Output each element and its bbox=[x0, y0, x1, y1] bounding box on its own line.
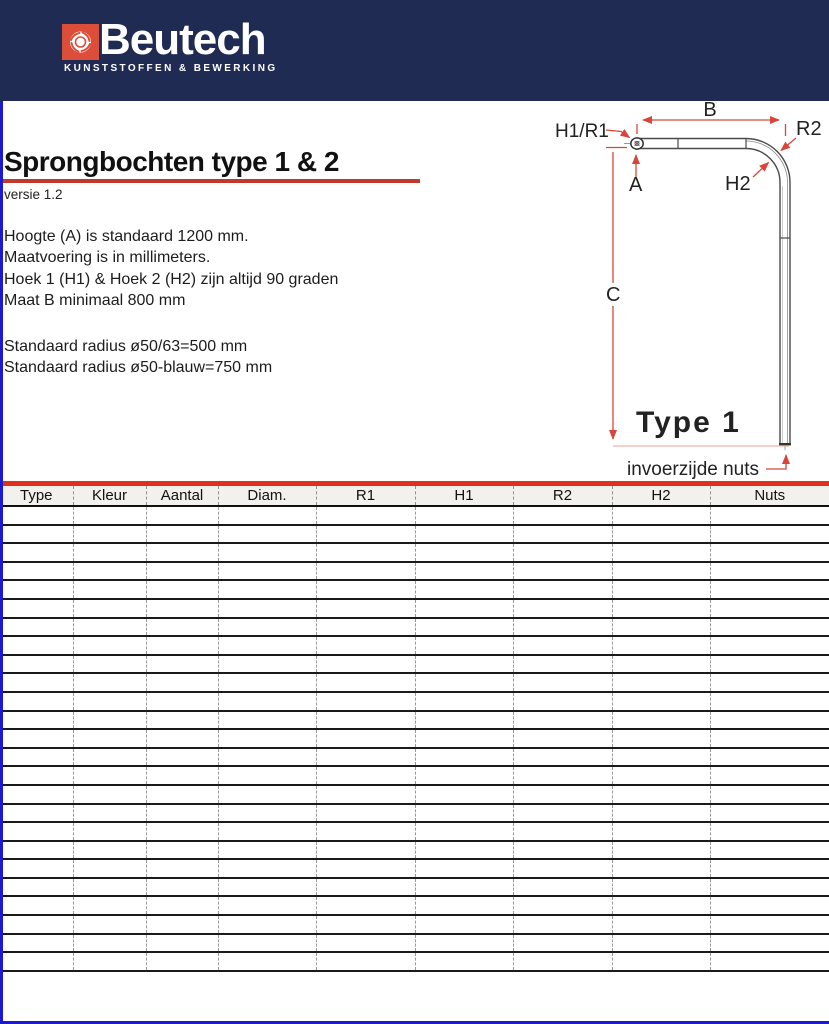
empty-cell bbox=[415, 878, 513, 897]
empty-cell bbox=[0, 562, 73, 581]
empty-cell bbox=[218, 748, 316, 767]
empty-cell bbox=[415, 804, 513, 823]
table-row bbox=[0, 711, 829, 730]
empty-cell bbox=[415, 785, 513, 804]
empty-cell bbox=[513, 915, 612, 934]
empty-cell bbox=[710, 785, 829, 804]
empty-cell bbox=[316, 896, 415, 915]
empty-cell bbox=[73, 525, 146, 544]
empty-cell bbox=[513, 618, 612, 637]
empty-cell bbox=[146, 636, 218, 655]
note-line: Maat B minimaal 800 mm bbox=[4, 291, 186, 309]
brand-name: Beutech bbox=[99, 15, 266, 64]
empty-cell bbox=[316, 636, 415, 655]
col-header-diam: Diam. bbox=[218, 486, 316, 506]
empty-cell bbox=[316, 711, 415, 730]
empty-cell bbox=[710, 599, 829, 618]
label-r2: R2 bbox=[796, 118, 822, 140]
empty-cell bbox=[415, 655, 513, 674]
empty-cell bbox=[710, 562, 829, 581]
empty-cell bbox=[415, 636, 513, 655]
label-type-1: Type 1 bbox=[636, 406, 741, 439]
empty-cell bbox=[218, 525, 316, 544]
empty-cell bbox=[316, 878, 415, 897]
empty-cell bbox=[513, 711, 612, 730]
empty-cell bbox=[73, 748, 146, 767]
empty-cell bbox=[0, 618, 73, 637]
empty-cell bbox=[73, 636, 146, 655]
empty-cell bbox=[316, 599, 415, 618]
empty-cell bbox=[513, 859, 612, 878]
empty-cell bbox=[415, 915, 513, 934]
empty-cell bbox=[73, 599, 146, 618]
empty-cell bbox=[0, 748, 73, 767]
empty-cell bbox=[146, 766, 218, 785]
empty-cell bbox=[612, 525, 710, 544]
empty-cell bbox=[316, 859, 415, 878]
empty-cell bbox=[513, 822, 612, 841]
note-line: Hoek 1 (H1) & Hoek 2 (H2) zijn altijd 90 graden bbox=[4, 270, 339, 288]
leader-h2 bbox=[753, 163, 769, 178]
empty-cell bbox=[146, 673, 218, 692]
empty-cell bbox=[710, 952, 829, 971]
empty-cell bbox=[316, 748, 415, 767]
empty-cell bbox=[316, 580, 415, 599]
empty-cell bbox=[415, 822, 513, 841]
empty-cell bbox=[612, 859, 710, 878]
label-h2: H2 bbox=[725, 173, 751, 195]
empty-cell bbox=[316, 506, 415, 525]
empty-cell bbox=[0, 859, 73, 878]
empty-cell bbox=[710, 673, 829, 692]
empty-cell bbox=[218, 766, 316, 785]
empty-cell bbox=[513, 766, 612, 785]
table-row bbox=[0, 599, 829, 618]
empty-cell bbox=[0, 543, 73, 562]
empty-cell bbox=[73, 692, 146, 711]
empty-cell bbox=[316, 804, 415, 823]
empty-cell bbox=[146, 618, 218, 637]
empty-cell bbox=[612, 841, 710, 860]
empty-cell bbox=[513, 599, 612, 618]
empty-cell bbox=[513, 562, 612, 581]
empty-cell bbox=[146, 896, 218, 915]
empty-cell bbox=[513, 655, 612, 674]
label-b: B bbox=[703, 99, 717, 121]
empty-cell bbox=[316, 785, 415, 804]
empty-cell bbox=[513, 841, 612, 860]
empty-cell bbox=[218, 822, 316, 841]
empty-cell bbox=[0, 506, 73, 525]
empty-cell bbox=[73, 673, 146, 692]
table-row bbox=[0, 692, 829, 711]
empty-cell bbox=[612, 915, 710, 934]
empty-cell bbox=[513, 785, 612, 804]
empty-cell bbox=[146, 599, 218, 618]
col-header-kleur: Kleur bbox=[73, 486, 146, 506]
table-row bbox=[0, 822, 829, 841]
brand-tagline: KUNSTSTOFFEN & BEWERKING bbox=[64, 63, 278, 74]
empty-cell bbox=[218, 655, 316, 674]
empty-cell bbox=[612, 692, 710, 711]
empty-cell bbox=[513, 673, 612, 692]
empty-cell bbox=[146, 655, 218, 674]
empty-cell bbox=[218, 804, 316, 823]
empty-cell bbox=[612, 729, 710, 748]
empty-cell bbox=[73, 562, 146, 581]
empty-cell bbox=[316, 934, 415, 953]
empty-cell bbox=[0, 580, 73, 599]
label-a: A bbox=[629, 174, 643, 196]
empty-cell bbox=[146, 729, 218, 748]
empty-cell bbox=[316, 618, 415, 637]
empty-cell bbox=[710, 748, 829, 767]
empty-cell bbox=[316, 655, 415, 674]
empty-cell bbox=[73, 841, 146, 860]
col-header-r2: R2 bbox=[513, 486, 612, 506]
empty-cell bbox=[415, 748, 513, 767]
table-row bbox=[0, 618, 829, 637]
empty-cell bbox=[612, 822, 710, 841]
empty-cell bbox=[513, 580, 612, 599]
empty-cell bbox=[218, 692, 316, 711]
empty-cell bbox=[415, 896, 513, 915]
empty-cell bbox=[73, 952, 146, 971]
empty-cell bbox=[146, 711, 218, 730]
empty-cell bbox=[146, 841, 218, 860]
radius-note-line: Standaard radius ø50/63=500 mm bbox=[4, 338, 248, 355]
empty-cell bbox=[612, 506, 710, 525]
empty-cell bbox=[73, 655, 146, 674]
empty-cell bbox=[710, 896, 829, 915]
empty-cell bbox=[612, 878, 710, 897]
pipe-body bbox=[637, 139, 790, 445]
leader-h1r1 bbox=[606, 130, 630, 138]
empty-cell bbox=[146, 915, 218, 934]
note-line: Maatvoering is in millimeters. bbox=[4, 249, 211, 267]
empty-cell bbox=[612, 748, 710, 767]
table-header-row bbox=[0, 486, 829, 506]
table-row bbox=[0, 543, 829, 562]
empty-cell bbox=[218, 785, 316, 804]
version-label: versie 1.2 bbox=[4, 187, 63, 202]
empty-cell bbox=[710, 841, 829, 860]
empty-cell bbox=[73, 915, 146, 934]
leader-inlet bbox=[766, 455, 786, 469]
empty-cell bbox=[710, 711, 829, 730]
empty-cell bbox=[710, 729, 829, 748]
empty-cell bbox=[146, 525, 218, 544]
empty-cell bbox=[0, 896, 73, 915]
empty-cell bbox=[415, 506, 513, 525]
empty-cell bbox=[218, 878, 316, 897]
empty-cell bbox=[73, 766, 146, 785]
empty-cell bbox=[415, 543, 513, 562]
table-row bbox=[0, 655, 829, 674]
empty-cell bbox=[218, 618, 316, 637]
empty-cell bbox=[218, 934, 316, 953]
col-header-aantal: Aantal bbox=[146, 486, 218, 506]
table-row bbox=[0, 915, 829, 934]
empty-cell bbox=[316, 841, 415, 860]
empty-cell bbox=[0, 711, 73, 730]
empty-cell bbox=[415, 562, 513, 581]
pipe-bend-diagram bbox=[0, 0, 829, 482]
empty-cell bbox=[710, 804, 829, 823]
empty-cell bbox=[612, 618, 710, 637]
empty-cell bbox=[218, 859, 316, 878]
leader-r2 bbox=[781, 138, 796, 151]
empty-cell bbox=[0, 915, 73, 934]
empty-cell bbox=[73, 878, 146, 897]
empty-cell bbox=[513, 804, 612, 823]
empty-cell bbox=[146, 952, 218, 971]
empty-cell bbox=[73, 785, 146, 804]
label-c: C bbox=[606, 284, 621, 306]
empty-cell bbox=[710, 636, 829, 655]
empty-cell bbox=[513, 896, 612, 915]
empty-cell bbox=[415, 841, 513, 860]
empty-cell bbox=[0, 599, 73, 618]
empty-cell bbox=[218, 896, 316, 915]
empty-cell bbox=[73, 822, 146, 841]
empty-cell bbox=[316, 915, 415, 934]
empty-cell bbox=[612, 655, 710, 674]
table-row bbox=[0, 748, 829, 767]
empty-cell bbox=[73, 896, 146, 915]
table-row bbox=[0, 506, 829, 525]
table-row bbox=[0, 841, 829, 860]
empty-cell bbox=[146, 859, 218, 878]
empty-cell bbox=[218, 711, 316, 730]
empty-cell bbox=[415, 859, 513, 878]
empty-cell bbox=[710, 859, 829, 878]
empty-cell bbox=[415, 673, 513, 692]
empty-cell bbox=[0, 804, 73, 823]
empty-cell bbox=[146, 692, 218, 711]
empty-cell bbox=[73, 934, 146, 953]
empty-cell bbox=[415, 580, 513, 599]
empty-cell bbox=[146, 506, 218, 525]
col-header-h2: H2 bbox=[612, 486, 710, 506]
empty-cell bbox=[0, 673, 73, 692]
empty-cell bbox=[612, 562, 710, 581]
order-table bbox=[0, 486, 829, 972]
empty-cell bbox=[415, 692, 513, 711]
table-row bbox=[0, 952, 829, 971]
note-line: Hoogte (A) is standaard 1200 mm. bbox=[4, 228, 249, 245]
empty-cell bbox=[415, 729, 513, 748]
empty-cell bbox=[73, 618, 146, 637]
table-row bbox=[0, 580, 829, 599]
empty-cell bbox=[218, 580, 316, 599]
table-row bbox=[0, 878, 829, 897]
empty-cell bbox=[710, 580, 829, 599]
empty-cell bbox=[415, 934, 513, 953]
empty-cell bbox=[513, 692, 612, 711]
empty-cell bbox=[0, 766, 73, 785]
empty-cell bbox=[0, 636, 73, 655]
order-table-body bbox=[0, 506, 829, 971]
empty-cell bbox=[0, 841, 73, 860]
empty-cell bbox=[0, 878, 73, 897]
empty-cell bbox=[415, 618, 513, 637]
empty-cell bbox=[316, 766, 415, 785]
empty-cell bbox=[146, 748, 218, 767]
empty-cell bbox=[710, 543, 829, 562]
empty-cell bbox=[612, 952, 710, 971]
empty-cell bbox=[218, 506, 316, 525]
empty-cell bbox=[316, 729, 415, 748]
empty-cell bbox=[513, 506, 612, 525]
empty-cell bbox=[710, 934, 829, 953]
table-row bbox=[0, 766, 829, 785]
empty-cell bbox=[612, 580, 710, 599]
empty-cell bbox=[316, 543, 415, 562]
col-header-h1: H1 bbox=[415, 486, 513, 506]
empty-cell bbox=[0, 655, 73, 674]
table-row bbox=[0, 636, 829, 655]
empty-cell bbox=[710, 506, 829, 525]
empty-cell bbox=[73, 804, 146, 823]
empty-cell bbox=[146, 543, 218, 562]
radius-note-line: Standaard radius ø50-blauw=750 mm bbox=[4, 359, 273, 377]
empty-cell bbox=[710, 878, 829, 897]
empty-cell bbox=[218, 636, 316, 655]
col-header-type: Type bbox=[0, 486, 73, 506]
table-row bbox=[0, 859, 829, 878]
table-row bbox=[0, 785, 829, 804]
empty-cell bbox=[513, 748, 612, 767]
empty-cell bbox=[415, 711, 513, 730]
col-header-r1: R1 bbox=[316, 486, 415, 506]
empty-cell bbox=[710, 915, 829, 934]
label-h1-r1: H1/R1 bbox=[555, 121, 609, 142]
empty-cell bbox=[513, 525, 612, 544]
empty-cell bbox=[218, 841, 316, 860]
label-invoerzijde-nuts: invoerzijde nuts bbox=[627, 459, 760, 480]
empty-cell bbox=[316, 525, 415, 544]
empty-cell bbox=[316, 673, 415, 692]
empty-cell bbox=[415, 766, 513, 785]
empty-cell bbox=[710, 692, 829, 711]
table-row bbox=[0, 673, 829, 692]
empty-cell bbox=[710, 822, 829, 841]
empty-cell bbox=[710, 766, 829, 785]
empty-cell bbox=[612, 896, 710, 915]
empty-cell bbox=[710, 525, 829, 544]
empty-cell bbox=[415, 525, 513, 544]
empty-cell bbox=[146, 878, 218, 897]
empty-cell bbox=[218, 599, 316, 618]
empty-cell bbox=[218, 673, 316, 692]
empty-cell bbox=[612, 785, 710, 804]
empty-cell bbox=[513, 934, 612, 953]
empty-cell bbox=[513, 952, 612, 971]
empty-cell bbox=[73, 506, 146, 525]
page-title: Sprongbochten type 1 & 2 bbox=[4, 146, 339, 177]
empty-cell bbox=[146, 580, 218, 599]
table-row bbox=[0, 729, 829, 748]
empty-cell bbox=[0, 822, 73, 841]
empty-cell bbox=[513, 636, 612, 655]
empty-cell bbox=[218, 729, 316, 748]
empty-cell bbox=[415, 599, 513, 618]
empty-cell bbox=[316, 822, 415, 841]
empty-cell bbox=[146, 822, 218, 841]
empty-cell bbox=[513, 729, 612, 748]
empty-cell bbox=[612, 673, 710, 692]
empty-cell bbox=[0, 934, 73, 953]
empty-cell bbox=[73, 711, 146, 730]
empty-cell bbox=[612, 934, 710, 953]
empty-cell bbox=[218, 952, 316, 971]
empty-cell bbox=[513, 543, 612, 562]
empty-cell bbox=[0, 729, 73, 748]
empty-cell bbox=[710, 618, 829, 637]
empty-cell bbox=[146, 804, 218, 823]
empty-cell bbox=[73, 859, 146, 878]
empty-cell bbox=[612, 711, 710, 730]
empty-cell bbox=[0, 952, 73, 971]
empty-cell bbox=[0, 785, 73, 804]
table-row bbox=[0, 934, 829, 953]
page-border-left bbox=[0, 101, 3, 1024]
empty-cell bbox=[218, 915, 316, 934]
empty-cell bbox=[612, 766, 710, 785]
empty-cell bbox=[0, 525, 73, 544]
empty-cell bbox=[218, 562, 316, 581]
empty-cell bbox=[513, 878, 612, 897]
empty-cell bbox=[146, 934, 218, 953]
empty-cell bbox=[415, 952, 513, 971]
empty-cell bbox=[316, 952, 415, 971]
table-row bbox=[0, 804, 829, 823]
empty-cell bbox=[612, 599, 710, 618]
empty-cell bbox=[218, 543, 316, 562]
empty-cell bbox=[710, 655, 829, 674]
empty-cell bbox=[73, 729, 146, 748]
table-row bbox=[0, 525, 829, 544]
empty-cell bbox=[316, 562, 415, 581]
col-header-nuts: Nuts bbox=[710, 486, 829, 506]
table-row bbox=[0, 562, 829, 581]
empty-cell bbox=[316, 692, 415, 711]
empty-cell bbox=[612, 804, 710, 823]
table-row bbox=[0, 896, 829, 915]
empty-cell bbox=[146, 562, 218, 581]
empty-cell bbox=[146, 785, 218, 804]
empty-cell bbox=[612, 543, 710, 562]
empty-cell bbox=[73, 580, 146, 599]
empty-cell bbox=[0, 692, 73, 711]
empty-cell bbox=[612, 636, 710, 655]
empty-cell bbox=[73, 543, 146, 562]
